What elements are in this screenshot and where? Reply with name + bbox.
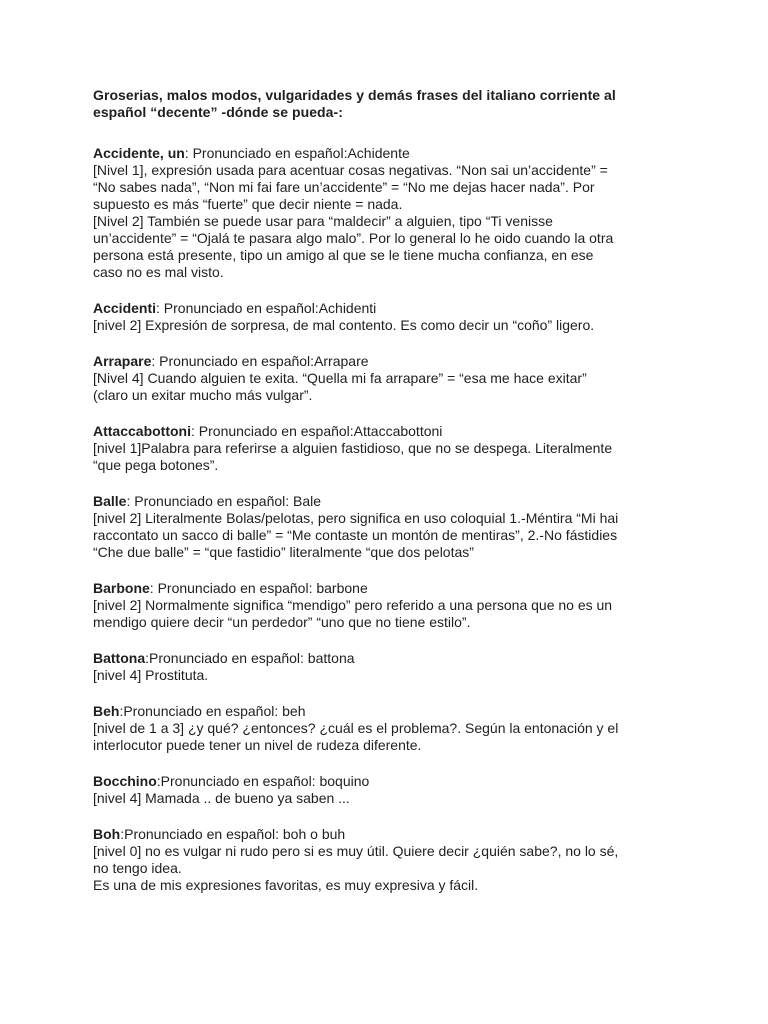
entry-definition-line: [nivel 2] Normalmente significa “mendigo” pero referido a una persona que no es un: [93, 597, 613, 613]
entry-definition-line: [nivel 2] Literalmente Bolas/pelotas, pero significa en uso coloquial 1.-Méntira “Mi hai: [93, 510, 619, 526]
glossary-entry: [93, 650, 693, 684]
entry-pronunciation: :Pronunciado en español: boquino: [156, 773, 370, 789]
glossary-entry: [93, 300, 693, 334]
glossary-entry: [93, 423, 693, 474]
entry-term: Battona: [93, 650, 146, 666]
entry-definition-line: Es una de mis expresiones favoritas, es muy expresiva y fácil.: [93, 877, 479, 893]
entry-pronunciation: : Pronunciado en español: Bale: [126, 493, 322, 509]
glossary-entry: [93, 580, 693, 631]
entry-heading: [93, 826, 693, 843]
entry-heading: [93, 580, 693, 597]
glossary-entry: [93, 826, 693, 894]
glossary-entry: [93, 493, 693, 561]
entry-definition-line: un’accidente” = “Ojalá te pasara algo malo”. Por lo general lo he oido cuando la otra: [93, 230, 614, 246]
entry-definition-line: [nivel de 1 a 3] ¿y qué? ¿entonces? ¿cuál es el problema?. Según la entonación y el: [93, 720, 619, 736]
entry-term: Accidenti: [93, 300, 157, 316]
entry-heading: [93, 493, 693, 510]
entry-heading: [93, 423, 693, 440]
entry-term: Balle: [93, 493, 127, 509]
entry-definition-line: “que pega botones”.: [93, 457, 219, 473]
glossary-entry: [93, 773, 693, 807]
entry-pronunciation: : Pronunciado en español:Achidente: [184, 145, 410, 161]
entry-term: Attaccabottoni: [93, 423, 191, 439]
entry-definition-line: [nivel 2] Expresión de sorpresa, de mal contento. Es como decir un “coño” ligero.: [93, 317, 595, 333]
entry-heading: [93, 353, 693, 370]
entry-pronunciation: :Pronunciado en español: battona: [145, 650, 355, 666]
entry-definition-line: mendigo quiere decir “un perdedor” “uno que no tiene estilo”.: [93, 614, 471, 630]
entry-definition-line: [nivel 4] Mamada .. de bueno ya saben ...: [93, 790, 350, 806]
entry-definition-line: [Nivel 4] Cuando alguien te exita. “Quella mi fa arrapare” = “esa me hace exitar”: [93, 370, 587, 386]
entry-definition-line: “Che due balle” = “que fastidio” literalmente “que dos pelotas”: [93, 544, 474, 560]
entry-definition-line: raccontato un sacco di balle” = “Me contaste un montón de mentiras”, 2.-No fástidies: [93, 527, 618, 543]
document-title: [93, 87, 693, 121]
entry-definition-line: persona está presente, tipo un amigo al que se le tiene mucha confianza, en ese: [93, 247, 594, 263]
entry-pronunciation: : Pronunciado en español:Achidenti: [156, 300, 377, 316]
entry-definition-line: [nivel 1]Palabra para referirse a alguien fastidioso, que no se despega. Literalmente: [93, 440, 613, 456]
entry-definition-line: [nivel 4] Prostituta.: [93, 667, 209, 683]
entry-heading: [93, 650, 693, 667]
entry-pronunciation: : Pronunciado en español:Attaccabottoni: [191, 423, 443, 439]
entry-heading: [93, 773, 693, 790]
entry-term: Beh: [93, 703, 120, 719]
entry-pronunciation: :Pronunciado en español: beh: [119, 703, 306, 719]
entry-definition-line: interlocutor puede tener un nivel de rudeza diferente.: [93, 737, 422, 753]
entry-definition-line: [Nivel 2] También se puede usar para “maldecir” a alguien, tipo “Ti venisse: [93, 213, 553, 229]
entry-heading: [93, 145, 693, 162]
entry-definition-line: caso no es mal visto.: [93, 264, 224, 280]
entry-pronunciation: : Pronunciado en español: barbone: [149, 580, 368, 596]
entry-definition-line: (claro un exitar mucho más vulgar”.: [93, 387, 313, 403]
title-line: Groserias, malos modos, vulgaridades y demás frases del italiano corriente al: [93, 87, 616, 103]
entries-list: [93, 145, 693, 894]
entry-term: Accidente, un: [93, 145, 185, 161]
entry-definition-line: “No sabes nada”, “Non mi fai fare un’accidente” = “No me dejas hacer nada”. Por: [93, 179, 595, 195]
title-line: español “decente” -dónde se pueda-:: [93, 104, 343, 120]
entry-definition-line: supuesto es más “fuerte” que decir niente = nada.: [93, 196, 403, 212]
entry-term: Barbone: [93, 580, 150, 596]
glossary-entry: [93, 145, 693, 281]
entry-definition-line: no tengo idea.: [93, 860, 182, 876]
document-page: [93, 87, 693, 913]
entry-term: Boh: [93, 826, 121, 842]
entry-heading: [93, 300, 693, 317]
entry-term: Arrapare: [93, 353, 152, 369]
entry-pronunciation: :Pronunciado en español: boh o buh: [120, 826, 346, 842]
entry-term: Bocchino: [93, 773, 157, 789]
entry-heading: [93, 703, 693, 720]
glossary-entry: [93, 353, 693, 404]
entry-pronunciation: : Pronunciado en español:Arrapare: [151, 353, 369, 369]
entry-definition-line: [nivel 0] no es vulgar ni rudo pero si es muy útil. Quiere decir ¿quién sabe?, no lo sé,: [93, 843, 619, 859]
glossary-entry: [93, 703, 693, 754]
entry-definition-line: [Nivel 1], expresión usada para acentuar cosas negativas. “Non sai un’accidente” =: [93, 162, 608, 178]
